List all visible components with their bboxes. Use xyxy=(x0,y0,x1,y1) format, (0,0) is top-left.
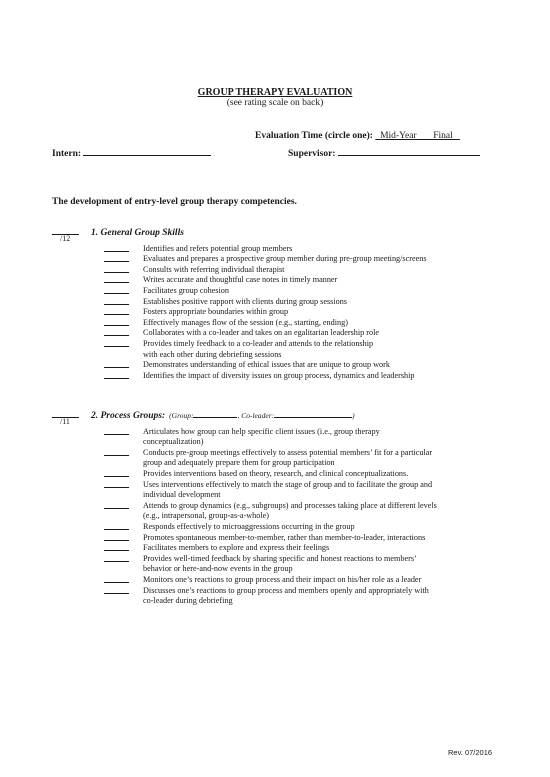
section1-item: Fosters appropriate boundaries within group xyxy=(104,307,129,319)
section1-item: Effectively manages flow of the session (e.g., starting, ending) xyxy=(104,318,129,330)
section2-item: Discusses one’s reactions to group process and members openly and appropriately with xyxy=(104,586,129,598)
coleader-name-field[interactable] xyxy=(274,411,352,418)
supervisor-row xyxy=(288,147,480,159)
section2-title: 2. Process Groups: xyxy=(91,411,166,421)
item-score-field[interactable] xyxy=(104,307,129,315)
item-score-field[interactable] xyxy=(104,575,129,583)
item-score-field[interactable] xyxy=(104,480,129,488)
section2-item: Responds effectively to microaggressions occurring in the group xyxy=(104,522,129,534)
item-score-field[interactable] xyxy=(104,543,129,551)
intern-label: Intern: xyxy=(52,149,82,159)
section1-item: Identifies the impact of diversity issues on group process, dynamics and leadership xyxy=(104,371,129,383)
item-score-field[interactable] xyxy=(104,448,129,456)
section1-item: Evaluates and prepares a prospective group member during pre-group meeting/screens xyxy=(104,254,129,266)
section1-item: Collaborates with a co-leader and takes on an egalitarian leadership role xyxy=(104,328,129,340)
item-score-field[interactable] xyxy=(104,522,129,530)
section2-item: Attends to group dynamics (e.g., subgroups) and processes taking place at different levels xyxy=(104,501,129,513)
item-score-field[interactable] xyxy=(104,328,129,336)
section1-header xyxy=(52,222,184,240)
section1-item: Establishes positive rapport with clients during group sessions xyxy=(104,297,129,309)
item-score-field[interactable] xyxy=(104,339,129,347)
item-score-field[interactable] xyxy=(104,427,129,435)
section1-total: /12 xyxy=(60,234,71,243)
group-name-field[interactable] xyxy=(193,411,237,418)
section2-item: Uses interventions effectively to match the stage of group and to facilitate the group and xyxy=(104,480,129,492)
item-score-field[interactable] xyxy=(104,371,129,379)
section2-item: Monitors one’s reactions to group process and their impact on his/her role as a leader xyxy=(104,575,129,587)
evaluation-time-final-option[interactable]: Final xyxy=(433,131,453,141)
section1-item: Demonstrates understanding of ethical issues that are unique to group work xyxy=(104,360,129,372)
competencies-heading: The development of entry-level group therapy competencies. xyxy=(52,197,297,207)
section1-item: Provides timely feedback to a co-leader and attends to the relationship xyxy=(104,339,129,351)
evaluation-form-page: GROUP THERAPY EVALUATION (see rating scale on back) Evaluation Time (circle one): Mid-Year Final Intern: Supervisor: The development of entry-level group therapy competencies. 1. General Group Skills /12 Identifies and refers potential group members Evaluates and prepares a prospective group member during pre-group meeting/screens Consults with referring individual therapist Writes accurate and thoughtful case notes in timely manner Facilitates group cohesion Establishes positive rapport with clients during group sessions Fosters appropriate boundaries within group Effectively manages flow of the session (e.g., starting, ending) Collaborates with a co-leader and takes on an egalitarian leadership role Provides timely feedback to a co-leader and attends to the relationship with each other during debriefing sessions Demonstrates understanding of ethical issues that are unique to group work Identifies the impact of diversity issues on group process, dynamics and leadership 2. Process Groups: (Group: , Co-leader: ) /11 Articulates how group can help specific client issues (i.e., group therapy conceptualization) Conducts pre-group meetings effectively to assess potential members’ fit for a particular group and adequately prepare them for group participation Provides interventions based on theory, research, and clinical conceptualizations. Uses interventions effectively to match the stage of group and to facilitate the group and individual development Attends to group dynamics (e.g., subgroups) and processes taking place at different levels (e.g., intrapersonal, group-as-a-whole) Responds effectively to microaggressions occurring in the group Promotes spontaneous member-to-member, rather than member-to-leader, interactions Facilitates members to explore and express their feelings Provides well-timed feedback by sharing specific and honest reactions to members’ behavior or here-and-now events in the group Monitors one’s reactions to group process and their impact on his/her role as a leader Discusses one’s reactions to group process and members openly and appropriately with co-leader during debriefing Rev. 07/2016 xyxy=(0,0,550,777)
section1-item: Writes accurate and thoughtful case notes in timely manner xyxy=(104,275,129,287)
item-score-field[interactable] xyxy=(104,318,129,326)
revision-date: Rev. 07/2016 xyxy=(448,748,493,757)
intern-name-field[interactable] xyxy=(83,147,211,156)
section1-item: Consults with referring individual therapist xyxy=(104,265,129,277)
section1-item: Facilitates group cohesion xyxy=(104,286,129,298)
section2-item: Provides well-timed feedback by sharing specific and honest reactions to members’ xyxy=(104,554,129,566)
item-score-field[interactable] xyxy=(104,554,129,562)
item-score-field[interactable] xyxy=(104,297,129,305)
section2-coleader-label: , Co-leader: xyxy=(237,411,275,420)
supervisor-label: Supervisor: xyxy=(288,149,336,159)
section1-item: Identifies and refers potential group members xyxy=(104,244,129,256)
section1-title: 1. General Group Skills xyxy=(91,228,184,238)
item-score-field[interactable] xyxy=(104,586,129,594)
section2-item: Conducts pre-group meetings effectively to assess potential members’ fit for a particular xyxy=(104,448,129,460)
section2-item: Promotes spontaneous member-to-member, rather than member-to-leader, interactions xyxy=(104,533,129,545)
section2-header: 2. Process Groups: (Group: , Co-leader: ) xyxy=(52,405,355,423)
evaluation-time-row xyxy=(255,131,460,141)
section2-total: /11 xyxy=(60,417,70,426)
evaluation-time-midyear-option[interactable]: Mid-Year xyxy=(380,131,417,141)
section2-item: Articulates how group can help specific client issues (i.e., group therapy xyxy=(104,427,129,439)
section2-group-label: (Group: xyxy=(169,411,194,420)
item-score-field[interactable] xyxy=(104,275,129,283)
item-score-field[interactable] xyxy=(104,286,129,294)
evaluation-time-label: Evaluation Time (circle one): xyxy=(255,131,373,141)
intern-row xyxy=(52,147,211,159)
item-score-field[interactable] xyxy=(104,360,129,368)
supervisor-name-field[interactable] xyxy=(338,147,480,156)
item-score-field[interactable] xyxy=(104,533,129,541)
form-subtitle: (see rating scale on back) xyxy=(226,98,324,108)
item-score-field[interactable] xyxy=(104,265,129,273)
item-score-field[interactable] xyxy=(104,469,129,477)
section2-item: Facilitates members to explore and express their feelings xyxy=(104,543,129,555)
item-score-field[interactable] xyxy=(104,254,129,262)
item-score-field[interactable] xyxy=(104,244,129,252)
section2-item: Provides interventions based on theory, research, and clinical conceptualizations. xyxy=(104,469,129,481)
item-score-field[interactable] xyxy=(104,501,129,509)
form-title: GROUP THERAPY EVALUATION xyxy=(197,87,353,98)
